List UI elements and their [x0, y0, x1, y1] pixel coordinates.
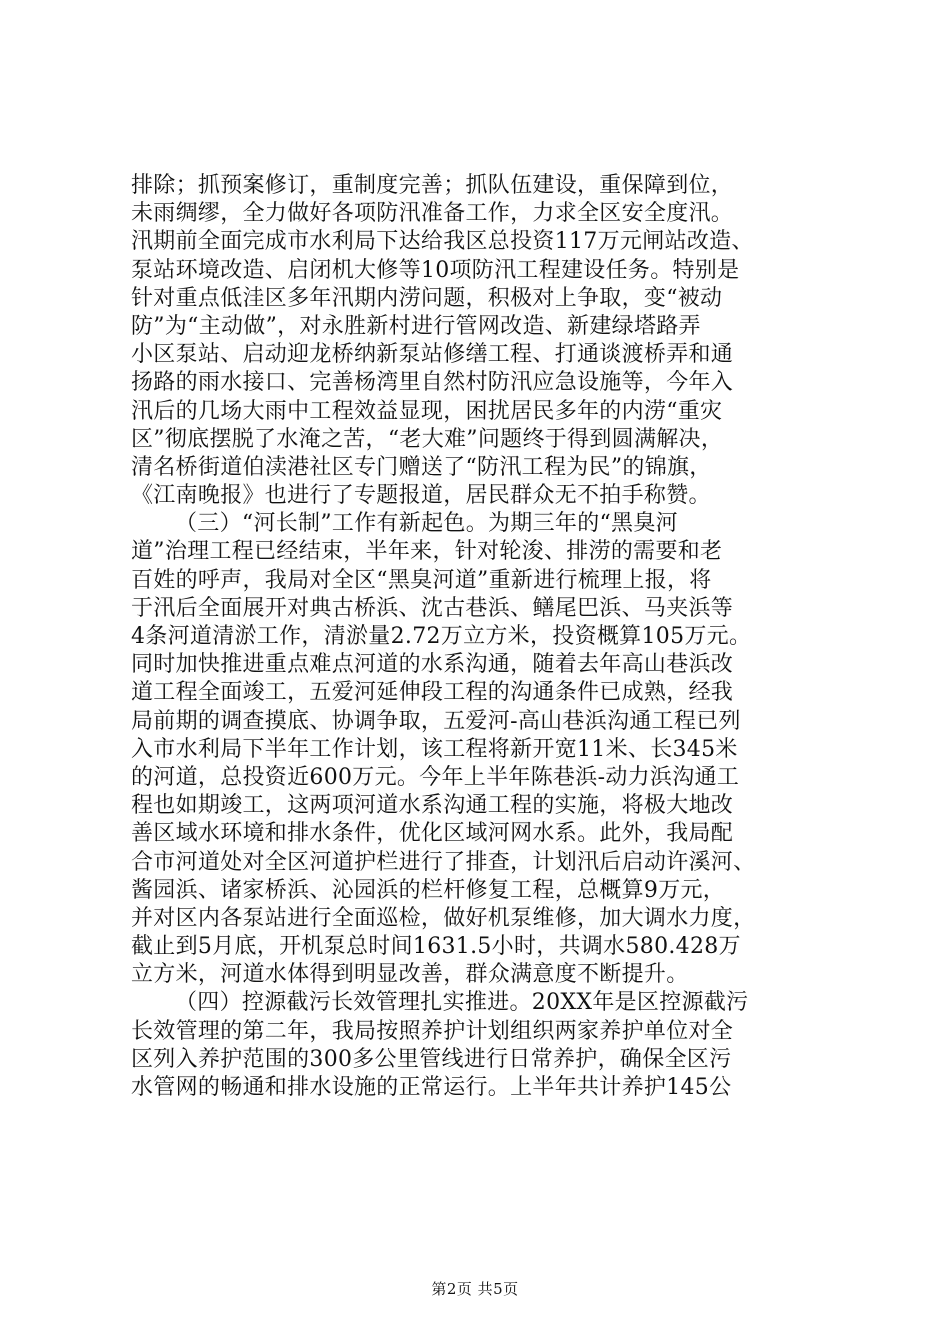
text-line: 的河道，总投资近600万元。今年上半年陈巷浜-动力浜沟通工	[131, 764, 740, 790]
text-line: 同时加快推进重点难点河道的水系沟通，随着去年高山巷浜改	[131, 652, 734, 678]
text-line: 善区域水环境和排水条件，优化区域河网水系。此外，我局配	[131, 821, 734, 847]
text-line: 排除；抓预案修订，重制度完善；抓队伍建设，重保障到位，	[131, 173, 734, 198]
text-line: 4条河道清淤工作，清淤量2.72万立方米，投资概算105万元。	[131, 624, 752, 649]
text-line: 长效管理的第二年，我局按照养护计划组织两家养护单位对全	[131, 1018, 734, 1044]
page-footer: 第2页 共5页	[431, 1280, 519, 1298]
text-line: 百姓的呼声，我局对全区“黑臭河道”重新进行梳理上报，将	[131, 567, 712, 593]
text-line: 泵站环境改造、启闭机大修等10项防汛工程建设任务。特别是	[131, 257, 740, 283]
text-line: 截止到5月底，开机泵总时间1631.5小时，共调水580.428万	[131, 934, 741, 960]
text-line: 于汛后全面展开对典古桥浜、沈古巷浜、鳝尾巴浜、马夹浜等	[131, 595, 734, 621]
body-text	[131, 172, 851, 1102]
text-line: 区”彻底摆脱了水淹之苦，“老大难”问题终于得到圆满解决，	[131, 426, 724, 452]
text-line: 汛期前全面完成市水利局下达给我区总投资117万元闸站改造、	[131, 229, 754, 255]
text-line: 未雨绸缪，全力做好各项防汛准备工作，力求全区安全度汛。	[131, 201, 734, 227]
text-line: 清名桥街道伯渎港社区专门赠送了“防汛工程为民”的锦旗，	[131, 454, 712, 480]
text-line: 合市河道处对全区河道护栏进行了排查，计划汛后启动许溪河、	[131, 849, 756, 875]
text-line: 《江南晚报》也进行了专题报道，居民群众无不拍手称赞。	[131, 483, 711, 509]
text-line: 道”治理工程已经结束，半年来，针对轮浚、排涝的需要和老	[131, 539, 723, 565]
text-line: 入市水利局下半年工作计划，该工程将新开宽11米、长345米	[131, 736, 738, 762]
text-line: 立方米，河道水体得到明显改善，群众满意度不断提升。	[131, 962, 689, 988]
text-line: 道工程全面竣工，五爱河延伸段工程的沟通条件已成熟，经我	[131, 680, 734, 706]
text-line: 汛后的几场大雨中工程效益显现，困扰居民多年的内涝“重灾	[131, 398, 723, 424]
text-line: （三）“河长制”工作有新起色。为期三年的“黑臭河	[175, 511, 678, 537]
text-line: 水管网的畅通和排水设施的正常运行。上半年共计养护145公	[131, 1075, 732, 1100]
text-line: 防”为“主动做”，对永胜新村进行管网改造、新建绿塔路弄	[131, 313, 701, 339]
text-line: 扬路的雨水接口、完善杨湾里自然村防汛应急设施等，今年入	[131, 370, 734, 396]
text-line: 区列入养护范围的300多公里管线进行日常养护，确保全区污	[131, 1046, 732, 1072]
text-line: 程也如期竣工，这两项河道水系沟通工程的实施，将极大地改	[131, 793, 734, 819]
text-line: （四）控源截污长效管理扎实推进。20XX年是区控源截污	[175, 990, 749, 1016]
text-line: 酱园浜、诸家桥浜、沁园浜的栏杆修复工程，总概算9万元，	[131, 877, 726, 903]
text-line: 小区泵站、启动迎龙桥纳新泵站修缮工程、打通谈渡桥弄和通	[131, 342, 734, 368]
text-line: 并对区内各泵站进行全面巡检，做好机泵维修，加大调水力度，	[131, 905, 756, 931]
text-line: 局前期的调查摸底、协调争取，五爱河-高山巷浜沟通工程已列	[131, 708, 741, 734]
text-line: 针对重点低洼区多年汛期内涝问题，积极对上争取，变“被动	[131, 285, 723, 311]
